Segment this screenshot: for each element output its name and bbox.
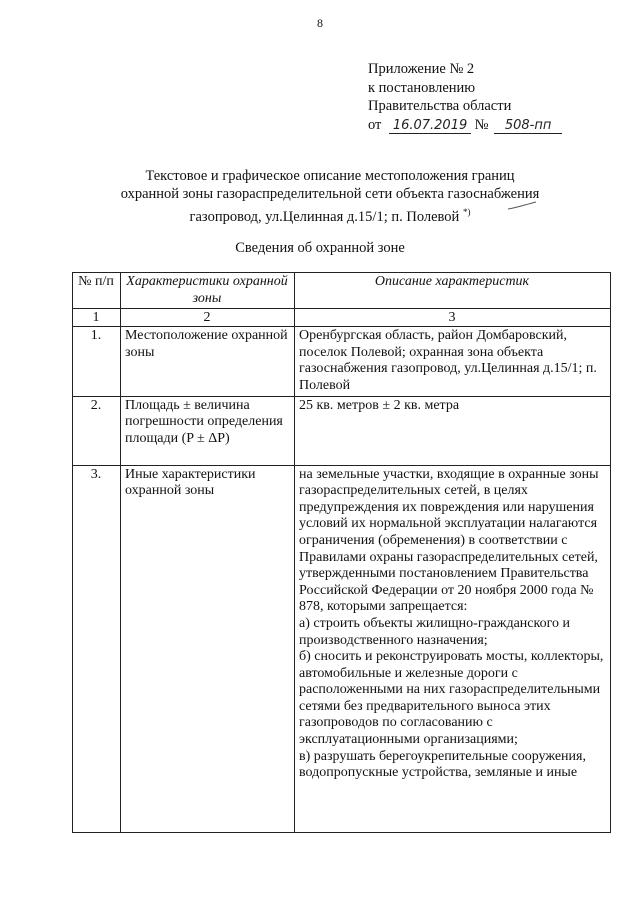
title-line-1: Текстовое и графическое описание местоположения границ [145,168,515,184]
table-row [73,465,611,832]
appendix-line-1: Приложение № 2 [368,61,475,77]
title-line-3-text: газопровод, ул.Целинная д.15/1; п. Полевой [189,208,460,225]
appendix-block [368,60,562,134]
number-sign: № [474,116,489,133]
handwritten-date: 16.07.2019 [389,118,471,134]
restrictions-intro: на земельные участки, входящие в охранные зоны газораспределительных сетей, в целях предупреждения их повреждения или нарушения условий их нормальной эксплуатации налагаются ограничения (обременения) в соответствии с Правилами охраны газораспределительных сетей, утвержденными постановлением Правительства Российской Федерации от 20 ноября 2000 года № 878, которыми запрещается: [299,466,599,615]
restriction-item-b: б) сносить и реконструировать мосты, коллекторы, автомобильные и железные дороги с расположенными на них газораспределительными сетями без предварительного выноса этих газопроводов по согласованию с эксплуатационными организациями; [299,649,604,748]
zone-info-table [72,272,611,833]
appendix-line-2: к постановлению [368,79,476,96]
row-characteristic: Площадь ± величина погрешности определения площади (P ± ΔP) [121,396,295,465]
row-number: 2. [73,396,121,465]
handwritten-number: 508-пп [494,118,562,134]
appendix-date-line [368,116,562,135]
row-characteristic: Местоположение охранной зоны [121,327,295,396]
document-title [60,167,600,226]
row-description: Оренбургская область, район Домбаровский, поселок Полевой; охранная зона объекта газоснабжения газопровод, ул.Целинная д.15/1; п. Полевой [295,327,611,396]
header-number: № п/п [73,273,121,309]
table-row [73,327,611,396]
footnote-mark: *) [462,207,471,217]
table-row [73,396,611,465]
section-subtitle: Сведения об охранной зоне [235,240,405,256]
row-characteristic: Иные характеристики охранной зоны [121,465,295,832]
row-number: 3. [73,465,121,832]
row-number: 1. [73,327,121,396]
appendix-line-3: Правительства области [368,98,512,114]
row-description [295,465,611,832]
from-prefix: от [368,116,382,133]
row-description: 25 кв. метров ± 2 кв. метра [295,396,611,465]
table-header-row [73,273,611,309]
col-number-2: 2 [121,309,295,327]
col-number-1: 1 [73,309,121,327]
header-characteristic: Характеристики охранной зоны [121,273,295,309]
page-number: 8 [317,16,323,30]
col-number-3: 3 [295,309,611,327]
column-number-row [73,309,611,327]
header-description: Описание характеристик [295,273,611,309]
restriction-item-c: в) разрушать берегоукрепительные сооружения, водопропускные устройства, земляные и иные [299,748,586,781]
restriction-item-a: а) строить объекты жилищно-гражданского и производственного назначения; [299,615,570,648]
title-line-2: охранной зоны газораспределительной сети объекта газоснабжения [120,186,540,202]
pen-mark-icon [506,200,538,212]
